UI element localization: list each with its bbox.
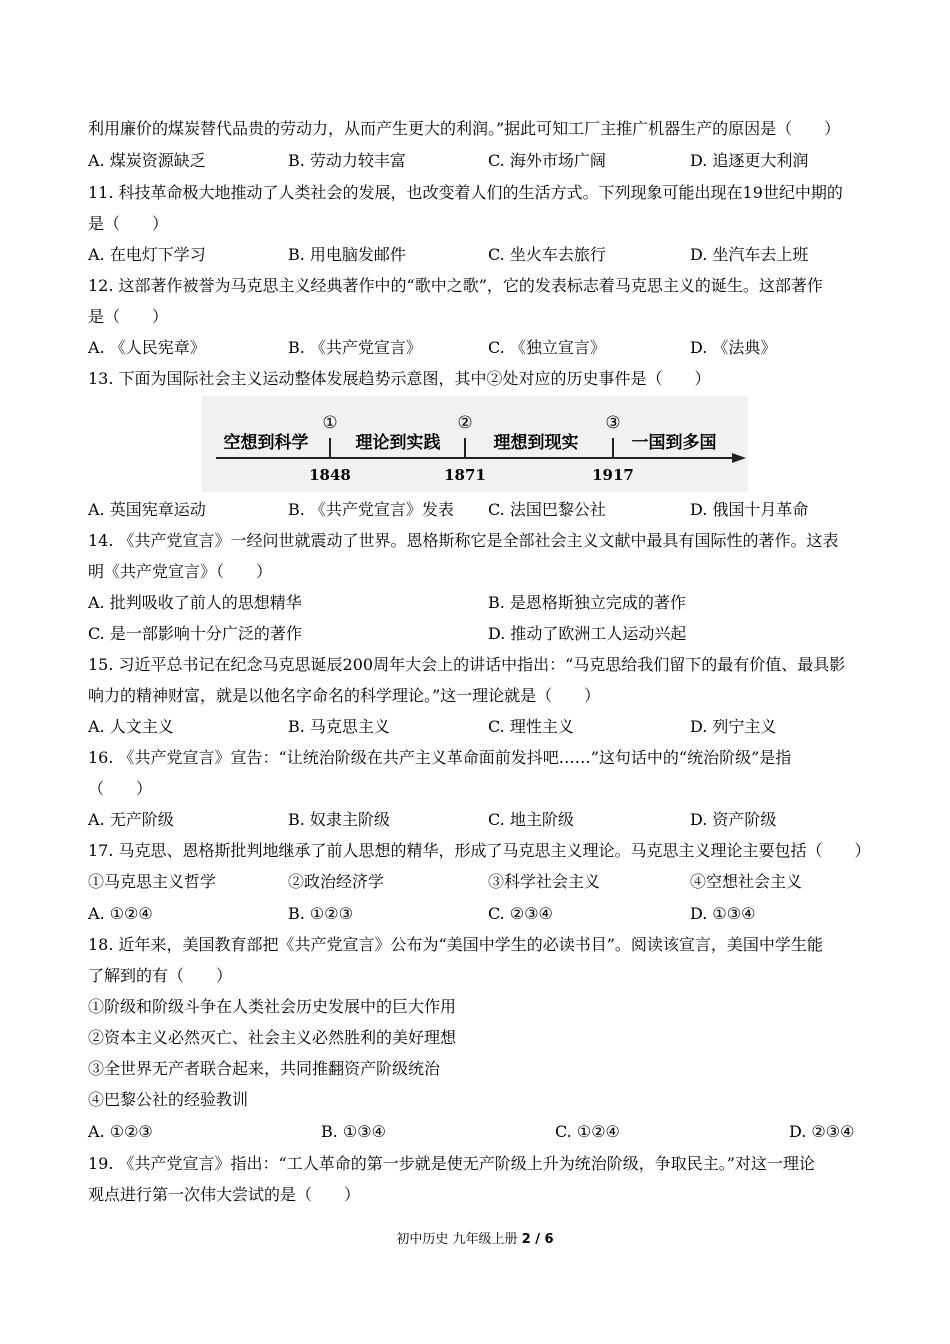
q18-item-2: ②资本主义必然灭亡、社会主义必然胜利的美好理想 bbox=[88, 1028, 457, 1047]
q15-option-b: B. 马克思主义 bbox=[288, 717, 390, 736]
q17-option-d: D. ①③④ bbox=[690, 904, 756, 923]
q19-stem-line1: 19. 《共产党宣言》指出：“工人革命的第一步就是使无产阶级上升为统治阶级，争取民主。”对这一理论 bbox=[88, 1154, 815, 1173]
q12-option-a: A. 《人民宪章》 bbox=[88, 338, 206, 357]
q15-stem-line2: 响力的精神财富，就是以他名字命名的科学理论。”这一理论就是（ ） bbox=[88, 686, 601, 705]
q16-stem-line1: 16. 《共产党宣言》宣告：“让统治阶级在共产主义革命面前发抖吧……”这句话中的“统治阶级”是指 bbox=[88, 748, 792, 767]
q18-stem-line2: 了解到的有（ ） bbox=[88, 966, 233, 985]
socialism-timeline-diagram bbox=[202, 396, 748, 492]
q13-option-d: D. 俄国十月革命 bbox=[690, 500, 809, 519]
q11-stem-line1: 11. 科技革命极大地推动了人类社会的发展，也改变着人们的生活方式。下列现象可能出现在19世纪中期的 bbox=[88, 183, 843, 202]
timeline-year-1917: 1917 bbox=[592, 466, 634, 484]
q18-stem-line1: 18. 近年来，美国教育部把《共产党宣言》公布为“美国中学生的必读书目”。阅读该宣言，美国中学生能 bbox=[88, 935, 823, 954]
timeline-segment-1: 空想到科学 bbox=[223, 433, 309, 453]
q12-stem-line2: 是（ ） bbox=[88, 307, 169, 326]
q17-stem-line1: 17. 马克思、恩格斯批判地继承了前人思想的精华，形成了马克思主义理论。马克思主义理论主要包括（ ） bbox=[88, 841, 871, 860]
q14-option-b: B. 是恩格斯独立完成的著作 bbox=[488, 593, 686, 612]
q11-option-b: B. 用电脑发邮件 bbox=[288, 245, 406, 264]
q16-option-d: D. 资产阶级 bbox=[690, 810, 777, 829]
q15-option-d: D. 列宁主义 bbox=[690, 717, 777, 736]
q10-option-a: A. 煤炭资源缺乏 bbox=[88, 151, 206, 170]
timeline-segment-4: 一国到多国 bbox=[631, 433, 717, 453]
q15-option-a: A. 人文主义 bbox=[88, 717, 174, 736]
q11-stem-line2: 是（ ） bbox=[88, 214, 169, 233]
q18-option-d: D. ②③④ bbox=[789, 1122, 855, 1141]
q10-option-b: B. 劳动力较丰富 bbox=[288, 151, 406, 170]
footer-page-number: 2 / 6 bbox=[521, 1232, 554, 1247]
timeline-arrowhead bbox=[732, 453, 746, 463]
q16-option-c: C. 地主阶级 bbox=[488, 810, 574, 829]
q12-option-d: D. 《法典》 bbox=[690, 338, 777, 357]
q17-option-c: C. ②③④ bbox=[488, 904, 553, 923]
q11-option-d: D. 坐汽车去上班 bbox=[690, 245, 809, 264]
q13-option-c: C. 法国巴黎公社 bbox=[488, 500, 606, 519]
q19-stem-line2: 观点进行第一次伟大尝试的是（ ） bbox=[88, 1185, 361, 1204]
q10-stem-tail: 利用廉价的煤炭替代品贵的劳动力，从而产生更大的利润。”据此可知工厂主推广机器生产的原因是（ ） bbox=[88, 119, 841, 138]
q12-option-b: B. 《共产党宣言》 bbox=[288, 338, 422, 357]
timeline-segment-2: 理论到实践 bbox=[355, 433, 441, 453]
q14-option-d: D. 推动了欧洲工人运动兴起 bbox=[488, 624, 687, 643]
q18-item-3: ③全世界无产者联合起来，共同推翻资产阶级统治 bbox=[88, 1059, 441, 1078]
q16-stem-line2: （ ） bbox=[88, 779, 153, 798]
page-footer bbox=[0, 1228, 950, 1247]
q15-option-c: C. 理性主义 bbox=[488, 717, 574, 736]
q17-item-1: ①马克思主义哲学 bbox=[88, 872, 217, 891]
q11-option-c: C. 坐火车去旅行 bbox=[488, 245, 606, 264]
footer-subject: 初中历史 九年级上册 bbox=[396, 1232, 518, 1247]
timeline-marker-3: ③ bbox=[605, 413, 621, 433]
q11-option-a: A. 在电灯下学习 bbox=[88, 245, 206, 264]
q16-option-a: A. 无产阶级 bbox=[88, 810, 174, 829]
q18-item-4: ④巴黎公社的经验教训 bbox=[88, 1090, 249, 1109]
q17-item-3: ③科学社会主义 bbox=[488, 872, 601, 891]
timeline-marker-2: ② bbox=[457, 413, 473, 433]
timeline-segment-3: 理想到现实 bbox=[493, 433, 579, 453]
q13-option-a: A. 英国宪章运动 bbox=[88, 500, 206, 519]
timeline-marker-1: ① bbox=[322, 413, 338, 433]
q18-item-1: ①阶级和阶级斗争在人类社会历史发展中的巨大作用 bbox=[88, 997, 457, 1016]
q13-stem-line1: 13. 下面为国际社会主义运动整体发展趋势示意图，其中②处对应的历史事件是（ ） bbox=[88, 369, 711, 388]
timeline-year-1848: 1848 bbox=[309, 466, 351, 484]
q10-option-d: D. 追逐更大利润 bbox=[690, 151, 809, 170]
q14-stem-line1: 14. 《共产党宣言》一经问世就震动了世界。恩格斯称它是全部社会主义文献中最具有国际性的著作。这表 bbox=[88, 531, 839, 550]
q18-option-c: C. ①②④ bbox=[555, 1122, 620, 1141]
q10-option-c: C. 海外市场广阔 bbox=[488, 151, 606, 170]
timeline-year-1871: 1871 bbox=[444, 466, 486, 484]
q17-item-2: ②政治经济学 bbox=[288, 872, 385, 891]
q13-option-b: B. 《共产党宣言》发表 bbox=[288, 500, 454, 519]
q14-stem-line2: 明《共产党宣言》（ ） bbox=[88, 562, 273, 581]
q18-option-a: A. ①②③ bbox=[88, 1122, 153, 1141]
q14-option-c: C. 是一部影响十分广泛的著作 bbox=[88, 624, 302, 643]
q12-stem-line1: 12. 这部著作被誉为马克思主义经典著作中的“歌中之歌”，它的发表标志着马克思主义的诞生。这部著作 bbox=[88, 276, 823, 295]
q12-option-c: C. 《独立宣言》 bbox=[488, 338, 606, 357]
q17-item-4: ④空想社会主义 bbox=[690, 872, 803, 891]
q18-option-b: B. ①③④ bbox=[321, 1122, 386, 1141]
q14-option-a: A. 批判吸收了前人的思想精华 bbox=[88, 593, 302, 612]
q16-option-b: B. 奴隶主阶级 bbox=[288, 810, 390, 829]
q17-option-b: B. ①②③ bbox=[288, 904, 353, 923]
q17-option-a: A. ①②④ bbox=[88, 904, 153, 923]
q15-stem-line1: 15. 习近平总书记在纪念马克思诞辰200周年大会上的讲话中指出：“马克思给我们留下的最有价值、最具影 bbox=[88, 655, 846, 674]
